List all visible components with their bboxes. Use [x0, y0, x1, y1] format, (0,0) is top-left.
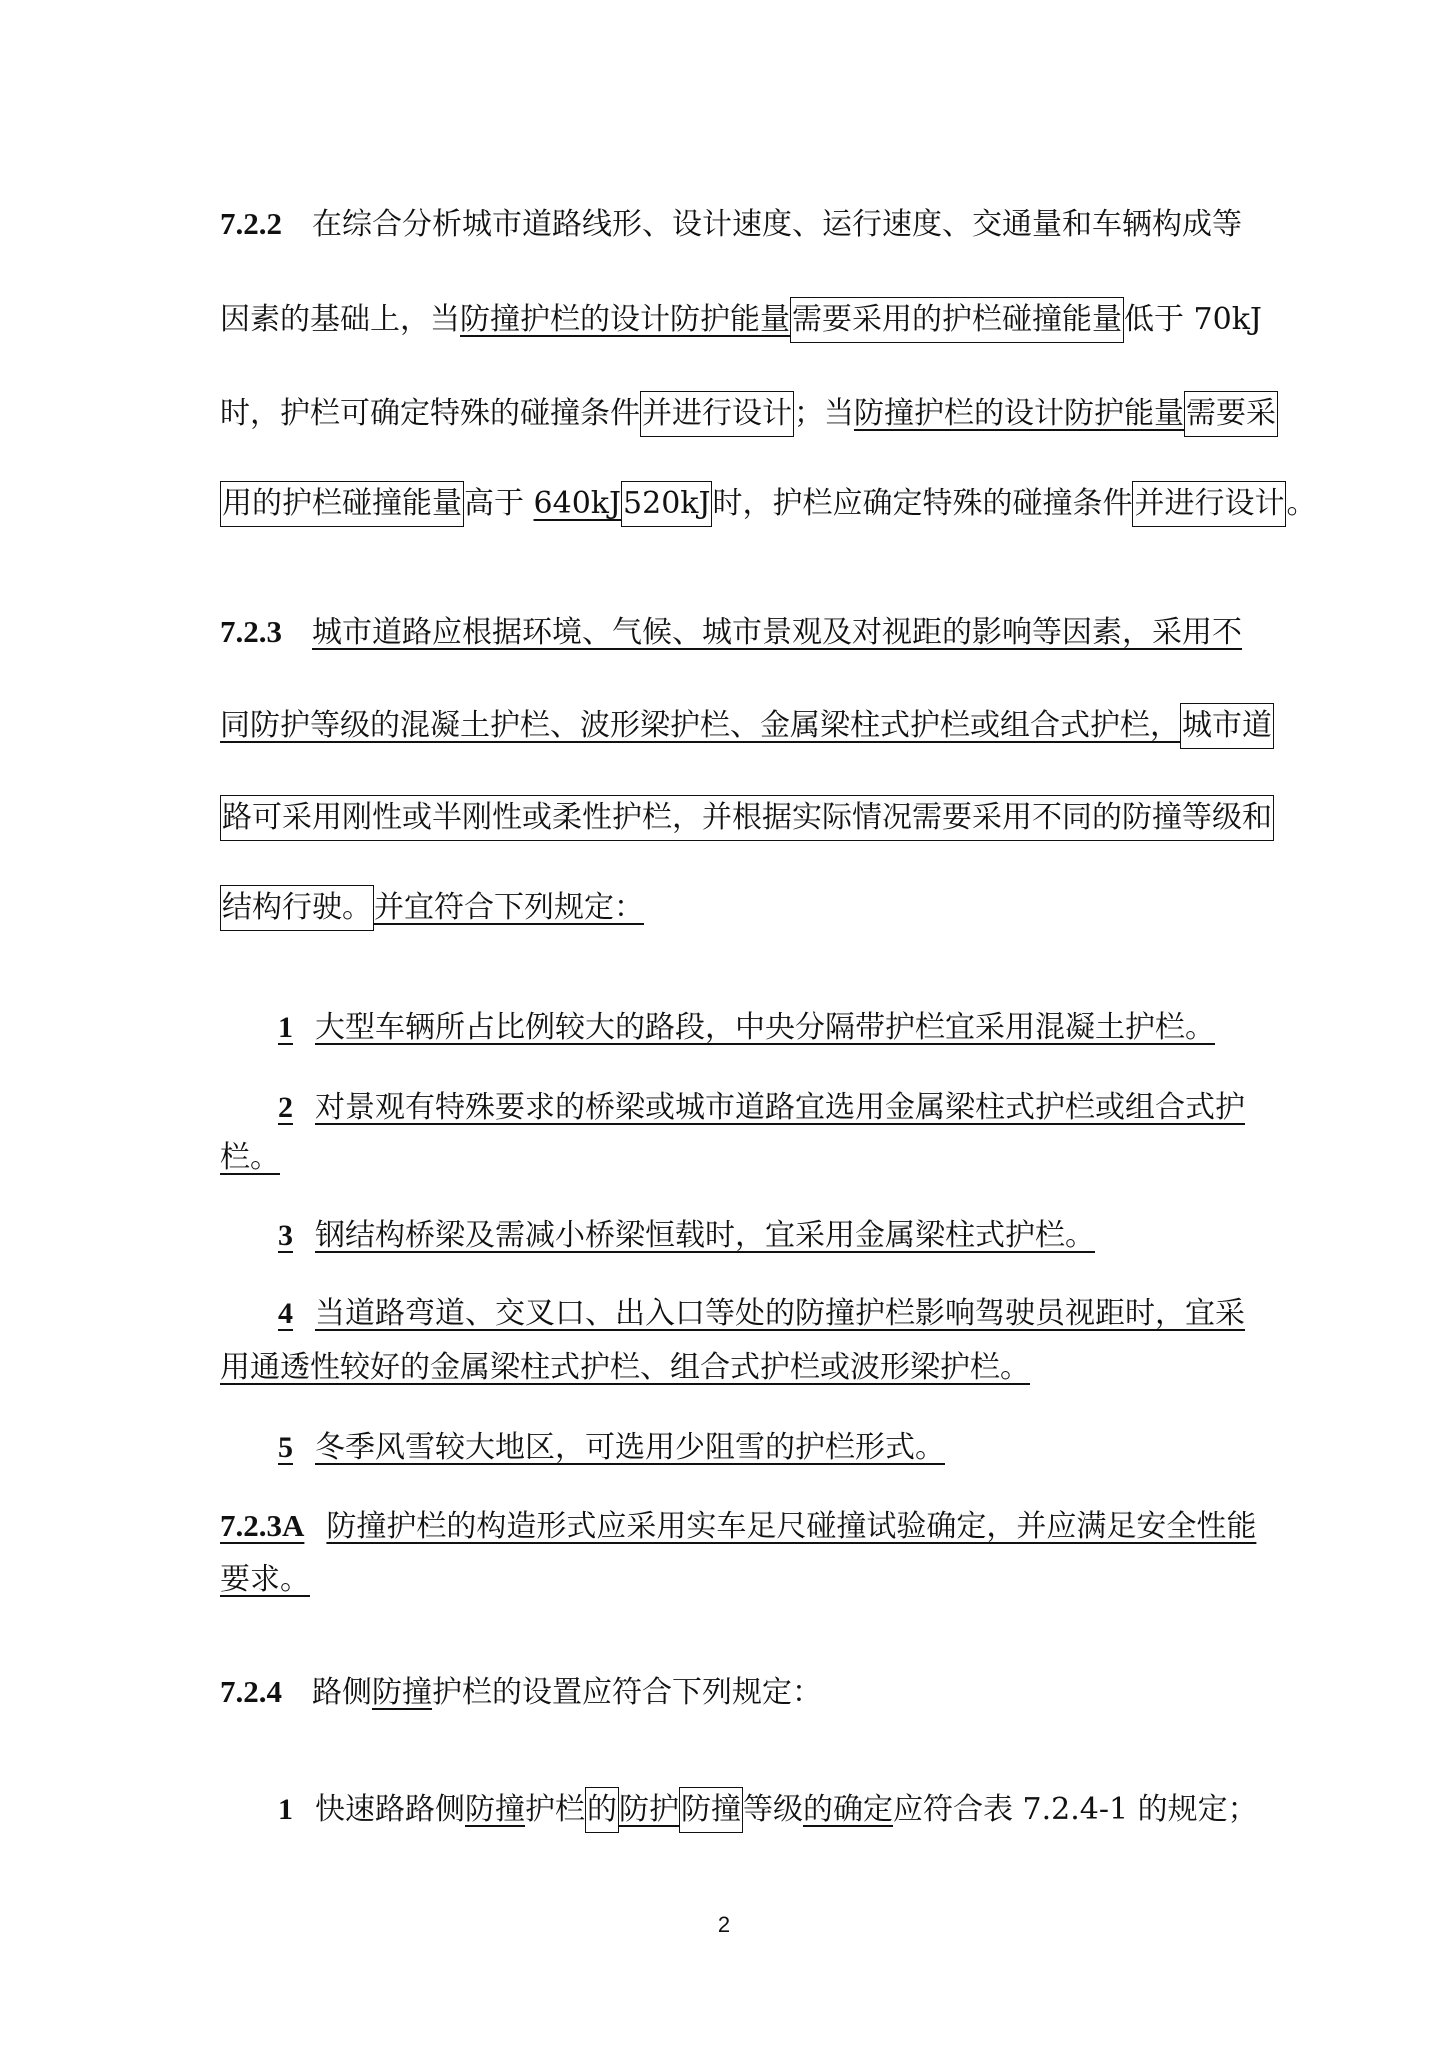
s722-text-3c: ；当 — [794, 396, 854, 431]
s723-line4 — [220, 880, 644, 936]
s724-item-1 — [278, 1782, 1258, 1838]
item-text-2-cont: 栏。 — [220, 1140, 280, 1175]
s723-text-1: 城市道路应根据环境、气候、城市景观及对视距的影响等因素，采用不 — [312, 615, 1242, 650]
s722-deleted-2: 并进行设计 — [640, 391, 794, 437]
s722-line1 — [220, 196, 1242, 252]
s724-item1-inserted-2: 防护 — [619, 1792, 679, 1827]
s724-item1-c: 护栏 — [525, 1792, 585, 1827]
s722-text-3a: 时，护栏可确定特殊的碰撞条件 — [220, 396, 640, 431]
s723a-line2 — [220, 1552, 310, 1608]
s722-text-2a: 因素的基础上，当 — [220, 302, 460, 337]
section-number-7-2-3a: 7.2.3A — [220, 1508, 305, 1543]
s722-deleted-energy: 520kJ — [621, 481, 712, 527]
s724-item1-deleted-1: 的 — [585, 1787, 619, 1833]
item-number-724-1: 1 — [278, 1793, 293, 1826]
item-text-4: 当道路弯道、交叉口、出入口等处的防撞护栏影响驾驶员视距时，宜采 — [315, 1296, 1245, 1331]
s722-deleted-1: 需要采用的护栏碰撞能量 — [790, 297, 1124, 343]
s723-text-4b: 并宜符合下列规定： — [374, 890, 644, 925]
s722-text-1: 在综合分析城市道路线形、设计速度、运行速度、交通量和车辆构成等 — [312, 207, 1242, 242]
s722-deleted-3b: 用的护栏碰撞能量 — [220, 481, 464, 527]
s723-deleted-1b: 路可采用刚性或半刚性或柔性护栏，并根据实际情况需要采用不同的防撞等级和 — [220, 795, 1274, 841]
item-number-5: 5 — [278, 1431, 293, 1464]
s723-item-5 — [278, 1420, 945, 1476]
s723-text-2a: 同防护等级的混凝土护栏、波形梁护栏、金属梁柱式护栏或组合式护栏， — [220, 708, 1180, 743]
s723-item-2 — [278, 1080, 1245, 1136]
item-text-5: 冬季风雪较大地区，可选用少阻雪的护栏形式。 — [315, 1430, 945, 1465]
s723-item-4-cont — [220, 1340, 1030, 1396]
section-number-7-2-3: 7.2.3 — [220, 614, 282, 649]
s722-text-2d: 低于 70kJ — [1124, 302, 1262, 337]
s724-item1-inserted-3: 的确定 — [803, 1792, 893, 1827]
s723a-text-2: 要求。 — [220, 1562, 310, 1597]
item-text-3: 钢结构桥梁及需减小桥梁恒载时，宜采用金属梁柱式护栏。 — [315, 1218, 1095, 1253]
s723-deleted-1a: 城市道 — [1180, 703, 1274, 749]
s722-inserted-2: 防撞护栏的设计防护能量 — [854, 396, 1184, 431]
item-number-3: 3 — [278, 1219, 293, 1252]
s723-deleted-1c: 结构行驶。 — [220, 885, 374, 931]
s724-item1-deleted-2: 防撞 — [679, 1787, 743, 1833]
s722-line4 — [220, 476, 1316, 532]
s723-item-4 — [278, 1286, 1245, 1342]
section-number-7-2-4: 7.2.4 — [220, 1674, 282, 1709]
s724-line1 — [220, 1664, 822, 1720]
s724-item1-g: 等级 — [743, 1792, 803, 1827]
item-number-4: 4 — [278, 1297, 293, 1330]
s723-line2 — [220, 698, 1274, 754]
s724-item1-i: 应符合表 7.2.4-1 的规定； — [893, 1792, 1258, 1827]
s722-inserted-energy: 640kJ — [533, 486, 622, 521]
s723a-text-1: 防撞护栏的构造形式应采用实车足尺碰撞试验确定，并应满足安全性能 — [326, 1509, 1257, 1544]
s722-text-4g: 。 — [1286, 486, 1317, 521]
s724-text-1a: 路侧 — [312, 1675, 372, 1710]
s722-text-4b: 高于 — [464, 486, 534, 521]
item-number-1: 1 — [278, 1011, 293, 1044]
s724-item1-a: 快速路路侧 — [315, 1792, 465, 1827]
item-text-1: 大型车辆所占比例较大的路段，中央分隔带护栏宜采用混凝土护栏。 — [315, 1010, 1215, 1045]
s722-inserted-1: 防撞护栏的设计防护能量 — [460, 302, 790, 337]
s722-deleted-4: 并进行设计 — [1132, 481, 1286, 527]
s722-deleted-3a: 需要采 — [1184, 391, 1278, 437]
s722-line3 — [220, 386, 1278, 442]
item-number-2: 2 — [278, 1091, 293, 1124]
s723-line3 — [220, 790, 1274, 846]
s723-item-2-cont — [220, 1130, 280, 1186]
s724-inserted-1: 防撞 — [372, 1675, 432, 1710]
item-text-4-cont: 用通透性较好的金属梁柱式护栏、组合式护栏或波形梁护栏。 — [220, 1350, 1030, 1385]
s723a-line1 — [220, 1498, 1256, 1554]
s722-text-4e: 时，护栏应确定特殊的碰撞条件 — [712, 486, 1133, 521]
s723-item-3 — [278, 1208, 1095, 1264]
section-number-7-2-2: 7.2.2 — [220, 206, 282, 241]
s723-line1 — [220, 604, 1242, 660]
item-text-2: 对景观有特殊要求的桥梁或城市道路宜选用金属梁柱式护栏或组合式护 — [315, 1090, 1245, 1125]
s724-item1-inserted-1: 防撞 — [465, 1792, 525, 1827]
s723-item-1 — [278, 1000, 1215, 1056]
s722-line2 — [220, 292, 1262, 348]
page-number: 2 — [717, 1912, 731, 1937]
s724-text-1c: 护栏的设置应符合下列规定： — [432, 1675, 822, 1710]
